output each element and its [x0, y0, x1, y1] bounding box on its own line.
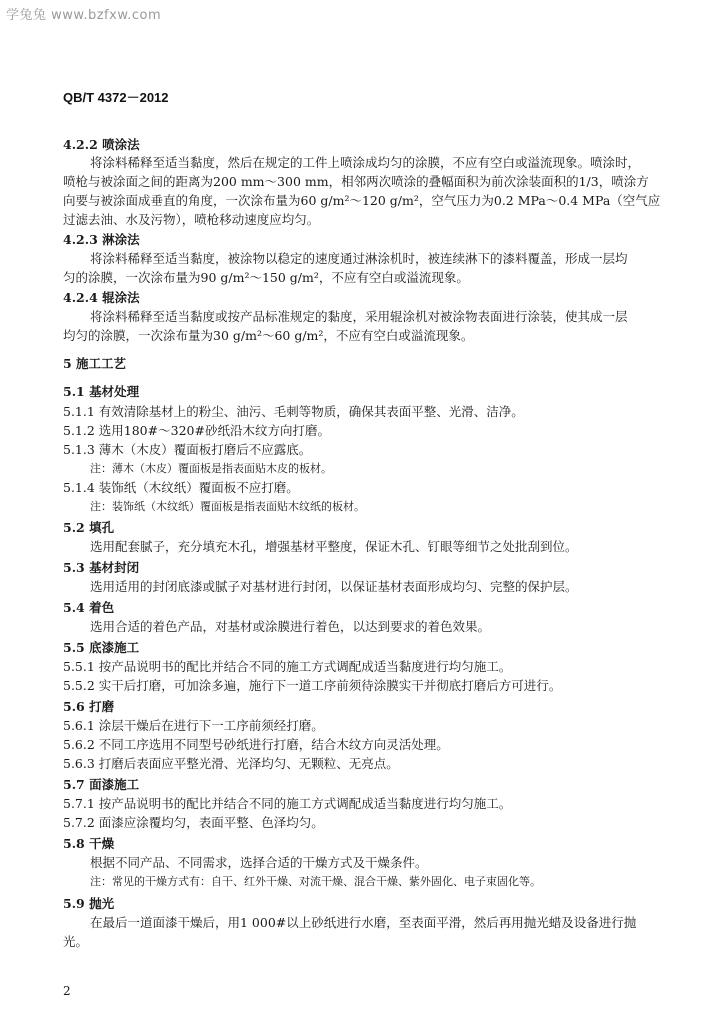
paragraph-line: 5.6.1 涂层干燥后在进行下一工序前须经打磨。 [63, 718, 324, 733]
paragraph-line: 5.1.4 装饰纸（木纹纸）覆面板不应打磨。 [63, 480, 299, 495]
watermark: 学兔兔 www.bzfxw.com [6, 8, 162, 23]
paragraph-line: 将涂料稀释至适当黏度，被涂物以稳定的速度通过淋涂机时，被连续淋下的漆料覆盖，形成一层均 [90, 251, 628, 266]
paragraph-line: 向要与被涂面成垂直的角度，一次涂布量为60 g/m²～120 g/m²，空气压力为0.2 MPa～0.4 MPa（空气应 [63, 193, 661, 208]
paragraph-line: 5.7.1 按产品说明书的配比并结合不同的施工方式调配成适当黏度进行均匀施工。 [63, 796, 512, 811]
paragraph-line: 光。 [63, 934, 89, 949]
section-heading: 5.8 干燥 [63, 836, 115, 851]
paragraph-line: 将涂料稀释至适当黏度，然后在规定的工件上喷涂成均匀的涂膜，不应有空白或溢流现象。喷涂时， [90, 155, 641, 170]
paragraph-line: 均匀的涂膜，一次涂布量为30 g/m²～60 g/m²，不应有空白或溢流现象。 [63, 328, 474, 343]
note-text: 注：薄木（木皮）覆面板是指表面贴木皮的板材。 [90, 462, 332, 475]
section-heading: 5.6 打磨 [63, 699, 115, 714]
document-code: QB/T 4372－2012 [63, 90, 169, 105]
paragraph-line: 选用配套腻子，充分填充木孔，增强基材平整度，保证木孔、钉眼等细节之处批刮到位。 [90, 539, 578, 554]
section-heading: 5.3 基材封闭 [63, 560, 140, 575]
section-heading: 5 施工工艺 [63, 356, 127, 371]
paragraph-line: 5.1.3 薄木（木皮）覆面板打磨后不应露底。 [63, 442, 312, 457]
paragraph-line: 选用适用的封闭底漆或腻子对基材进行封闭，以保证基材表面形成均匀、完整的保护层。 [90, 579, 578, 594]
section-heading: 5.9 抛光 [63, 896, 115, 911]
section-heading: 5.5 底漆施工 [63, 640, 140, 655]
paragraph-line: 过滤去油、水及污物），喷枪移动速度应均匀。 [63, 212, 320, 227]
paragraph-line: 5.6.2 不同工序选用不同型号砂纸进行打磨，结合木纹方向灵活处理。 [63, 737, 449, 752]
paragraph-line: 选用合适的着色产品，对基材或涂膜进行着色，以达到要求的着色效果。 [90, 619, 491, 634]
note-text: 注：常见的干燥方式有：自干、红外干燥、对流干燥、混合干燥、紫外固化、电子束固化等。 [90, 875, 541, 888]
paragraph-line: 5.5.1 按产品说明书的配比并结合不同的施工方式调配成适当黏度进行均匀施工。 [63, 659, 512, 674]
paragraph-line: 5.5.2 实干后打磨，可加涂多遍，施行下一道工序前须待涂膜实干并彻底打磨后方可进行。 [63, 678, 562, 693]
section-heading: 5.7 面漆施工 [63, 777, 140, 792]
paragraph-line: 5.1.2 选用180#～320#砂纸沿木纹方向打磨。 [63, 423, 330, 438]
paragraph-line: 喷枪与被涂面之间的距离为200 mm～300 mm，相邻两次喷涂的叠幅面积为前次涂装面积的1/3，喷涂方 [63, 174, 649, 189]
paragraph-line: 5.1.1 有效清除基材上的粉尘、油污、毛刺等物质，确保其表面平整、光滑、洁净。 [63, 404, 524, 419]
paragraph-line: 匀的涂膜，一次涂布量为90 g/m²～150 g/m²，不应有空白或溢流现象。 [63, 270, 469, 285]
paragraph-line: 将涂料稀释至适当黏度或按产品标准规定的黏度，采用辊涂机对被涂物表面进行涂装，使其成一层 [90, 309, 628, 324]
note-text: 注：装饰纸（木纹纸）覆面板是指表面贴木纹纸的板材。 [90, 500, 365, 513]
paragraph-line: 在最后一道面漆干燥后，用1 000#以上砂纸进行水磨，至表面平滑，然后再用抛光蜡及设备进行抛 [90, 915, 637, 930]
page-number: 2 [63, 984, 71, 998]
section-heading: 5.2 填孔 [63, 520, 115, 535]
paragraph-line: 5.6.3 打磨后表面应平整光滑、光泽均匀、无颗粒、无亮点。 [63, 756, 399, 771]
paragraph-line: 5.7.2 面漆应涂覆均匀，表面平整、色泽均匀。 [63, 815, 324, 830]
section-heading: 4.2.4 辊涂法 [63, 290, 140, 305]
section-heading: 4.2.3 淋涂法 [63, 232, 140, 247]
section-heading: 5.1 基材处理 [63, 384, 140, 399]
section-heading: 4.2.2 喷涂法 [63, 137, 140, 152]
section-heading: 5.4 着色 [63, 600, 115, 615]
paragraph-line: 根据不同产品、不同需求，选择合适的干燥方式及干燥条件。 [90, 855, 428, 870]
